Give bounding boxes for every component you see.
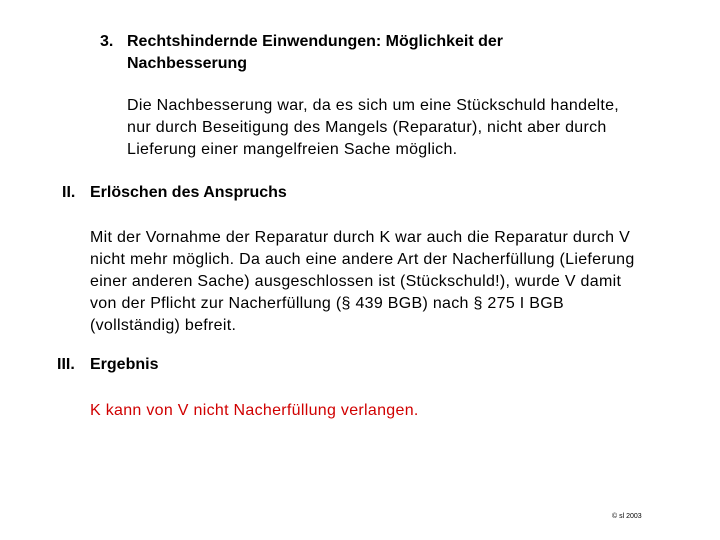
section-ii-paragraph bbox=[90, 227, 690, 337]
section-3-paragraph-line-2: nur durch Beseitigung des Mangels (Reparatur), nicht aber durch bbox=[127, 119, 607, 136]
section-ii-heading: Erlöschen des Anspruchs bbox=[90, 184, 287, 201]
section-ii-paragraph-line-4: von der Pflicht zur Nacherfüllung (§ 439 BGB) nach § 275 I BGB bbox=[90, 295, 564, 312]
section-ii-number: II. bbox=[62, 184, 76, 201]
result-statement: K kann von V nicht Nacherfüllung verlangen. bbox=[90, 402, 419, 419]
section-ii-paragraph-line-5: (vollständig) befreit. bbox=[90, 317, 237, 334]
section-3-paragraph bbox=[127, 95, 687, 161]
copyright-notice: © sl 2003 bbox=[612, 513, 642, 520]
section-3-number: 3. bbox=[100, 33, 114, 50]
section-3-paragraph-line-1: Die Nachbesserung war, da es sich um eine Stückschuld handelte, bbox=[127, 97, 620, 114]
section-ii-paragraph-line-1: Mit der Vornahme der Reparatur durch K war auch die Reparatur durch V bbox=[90, 229, 631, 246]
section-iii-heading: Ergebnis bbox=[90, 356, 159, 373]
section-3-paragraph-line-3: Lieferung einer mangelfreien Sache möglich. bbox=[127, 141, 458, 158]
section-3-heading bbox=[127, 31, 607, 75]
section-3-heading-line-1: Rechtshindernde Einwendungen: Möglichkeit der bbox=[127, 33, 504, 50]
section-3-heading-line-2: Nachbesserung bbox=[127, 55, 248, 72]
section-iii-number: III. bbox=[57, 356, 75, 373]
section-ii-paragraph-line-2: nicht mehr möglich. Da auch eine andere Art der Nacherfüllung (Lieferung bbox=[90, 251, 635, 268]
section-ii-paragraph-line-3: einer anderen Sache) ausgeschlossen ist (Stückschuld!), wurde V damit bbox=[90, 273, 622, 290]
